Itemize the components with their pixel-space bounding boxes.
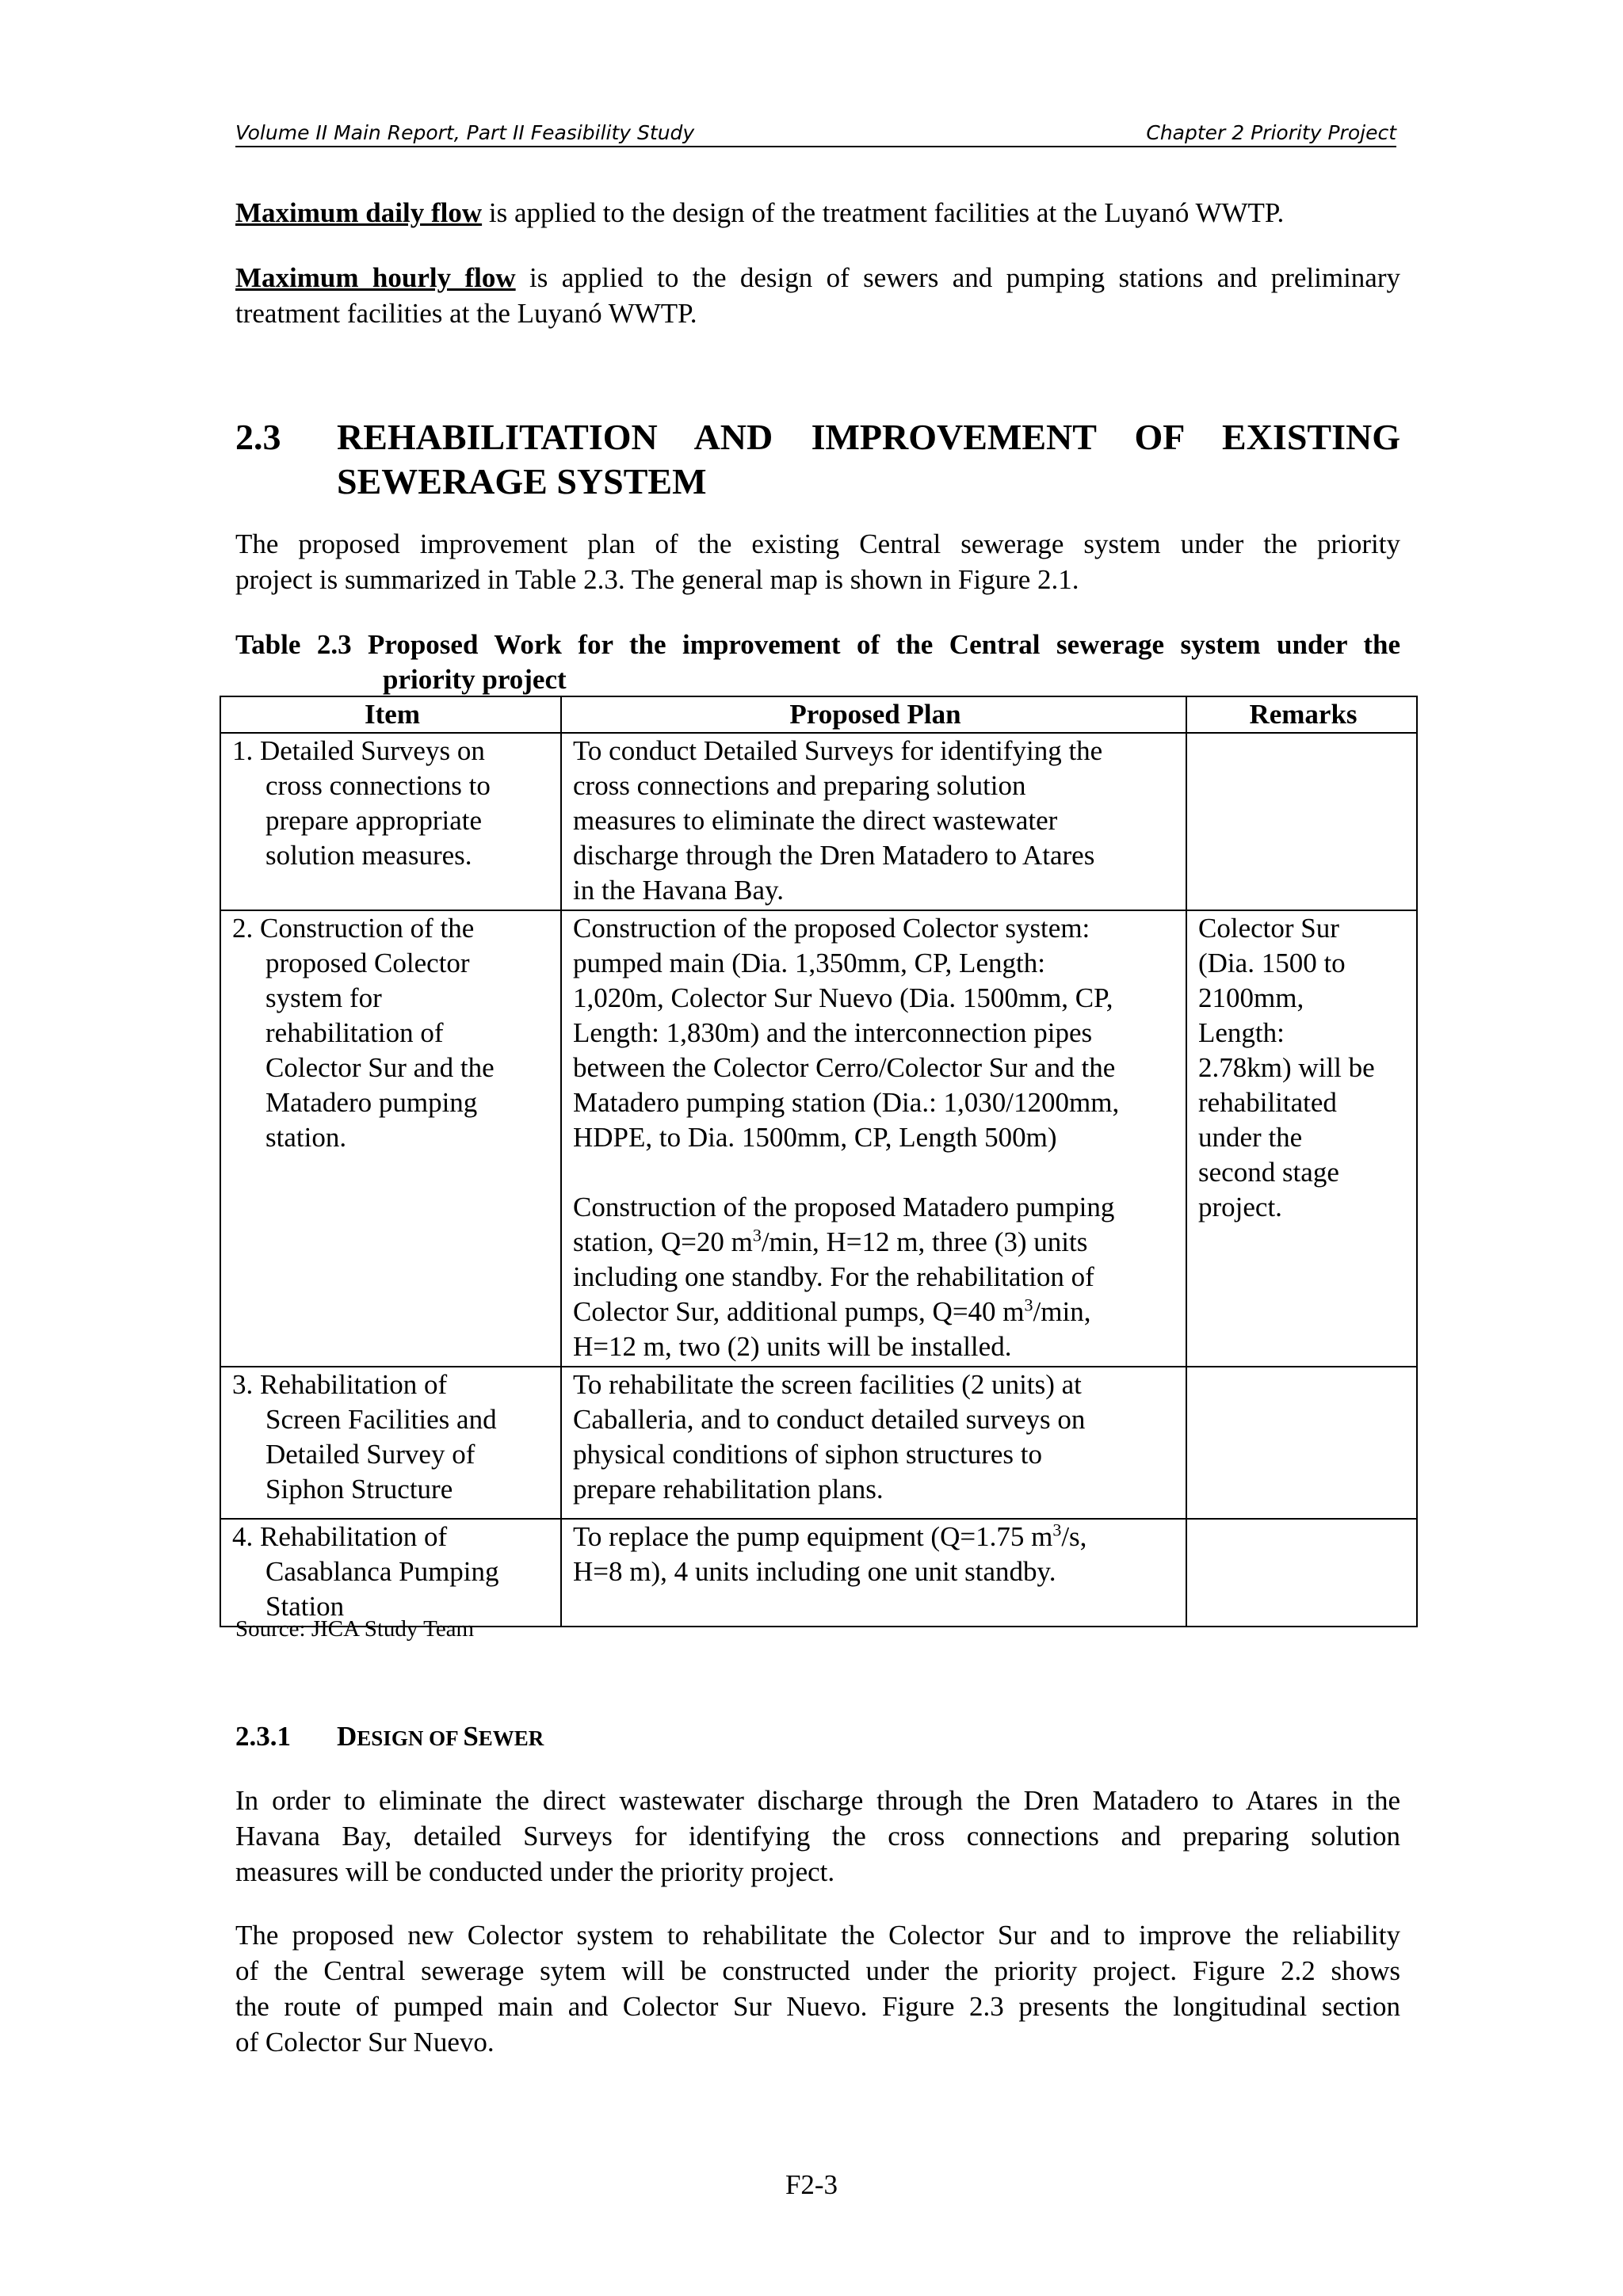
plan-text-part: To replace the pump equipment (Q=1.75 m <box>573 1521 1053 1552</box>
section-title-line2: SEWERAGE SYSTEM <box>337 461 707 502</box>
column-header-remarks: Remarks <box>1186 696 1417 733</box>
item-text: Detailed Survey of <box>265 1439 475 1470</box>
title-small-caps: EWER <box>478 1726 544 1750</box>
item-text: solution measures. <box>265 840 472 871</box>
column-header-item: Item <box>220 696 561 733</box>
page-number: F2-3 <box>785 2169 838 2200</box>
item-cell <box>220 733 561 910</box>
running-header <box>235 117 1396 147</box>
plan-text: Length: 1,830m) and the interconnection pipes <box>573 1017 1093 1048</box>
section-para-line1: The proposed improvement plan of the existing Central sewerage system under the priority <box>235 528 1400 559</box>
table-row <box>220 1367 1417 1519</box>
section-heading <box>235 415 1400 504</box>
plan-text: To conduct Detailed Surveys for identifying the <box>573 735 1103 766</box>
table-header-row <box>220 696 1417 733</box>
plan-text: prepare rehabilitation plans. <box>573 1474 884 1505</box>
remarks-text: Length: <box>1198 1017 1285 1048</box>
plan-text-part: station, Q=20 m <box>573 1226 753 1257</box>
table-row <box>220 910 1417 1367</box>
plan-text-part: /s, <box>1061 1521 1087 1552</box>
paragraph-gap <box>573 1155 1178 1190</box>
title-cap: S <box>463 1721 479 1752</box>
section-paragraph <box>235 526 1400 597</box>
plan-text: 1,020m, Colector Sur Nuevo (Dia. 1500mm, CP, <box>573 982 1113 1013</box>
subsection-title <box>337 1721 544 1752</box>
plan-text: discharge through the Dren Matadero to Atares <box>573 840 1095 871</box>
superscript: 3 <box>1024 1295 1033 1315</box>
plan-text: HDPE, to Dia. 1500mm, CP, Length 500m) <box>573 1122 1057 1153</box>
table-caption <box>235 627 1400 697</box>
paragraph-line: The proposed new Colector system to rehabilitate the Colector Sur and to improve the reliability <box>235 1920 1400 1951</box>
item-text: proposed Colector <box>265 948 470 978</box>
intro-hourly-text: is applied to the design of sewers and pumping stations and preliminary <box>515 262 1400 293</box>
remarks-text: 2100mm, <box>1198 982 1304 1013</box>
intro-paragraph-hourly <box>235 260 1400 331</box>
table-caption-line2: priority project <box>383 664 567 695</box>
plan-text: H=12 m, two (2) units will be installed. <box>573 1331 1012 1362</box>
remarks-text: second stage <box>1198 1157 1339 1188</box>
item-cell <box>220 1367 561 1519</box>
plan-text: H=8 m), 4 units including one unit standby. <box>573 1556 1056 1587</box>
plan-text <box>573 1520 1178 1554</box>
item-text: Screen Facilities and <box>265 1404 497 1435</box>
item-text: system for <box>265 982 382 1013</box>
plan-text <box>573 1225 1178 1260</box>
remarks-cell <box>1186 733 1417 910</box>
item-cell <box>220 910 561 1367</box>
item-text: cross connections to <box>265 770 491 801</box>
subsection-paragraph-1 <box>235 1783 1400 1890</box>
plan-cell <box>561 733 1186 910</box>
remarks-text: under the <box>1198 1122 1303 1153</box>
remarks-cell <box>1186 910 1417 1367</box>
section-para-line2: project is summarized in Table 2.3. The general map is shown in Figure 2.1. <box>235 564 1079 595</box>
intro-hourly-line2: treatment facilities at the Luyanó WWTP. <box>235 298 697 329</box>
column-header-proposed-plan: Proposed Plan <box>561 696 1186 733</box>
plan-text-part: /min, H=12 m, three (3) units <box>761 1226 1088 1257</box>
remarks-text: Colector Sur <box>1198 913 1339 944</box>
plan-text: Matadero pumping station (Dia.: 1,030/1200mm, <box>573 1087 1120 1118</box>
header-volume-title: Volume II Main Report, Part II Feasibility Study <box>235 121 695 144</box>
item-text: Matadero pumping <box>265 1087 478 1118</box>
item-text: Colector Sur and the <box>265 1052 495 1083</box>
item-text: 1. Detailed Surveys on <box>232 735 485 766</box>
intro-paragraph-daily <box>235 195 1400 231</box>
intro-daily-text: is applied to the design of the treatment facilities at the Luyanó WWTP. <box>482 197 1285 228</box>
item-text: prepare appropriate <box>265 805 483 836</box>
plan-text: Construction of the proposed Colector system: <box>573 913 1090 944</box>
plan-cell <box>561 910 1186 1367</box>
item-text: 4. Rehabilitation of <box>232 1521 448 1552</box>
item-text: Casablanca Pumping <box>265 1556 499 1587</box>
item-text: Siphon Structure <box>265 1474 453 1505</box>
table-source-note: Source: JICA Study Team <box>235 1616 475 1642</box>
item-cell <box>220 1519 561 1627</box>
plan-text <box>573 1295 1178 1329</box>
title-cap: D <box>337 1721 357 1752</box>
plan-text: including one standby. For the rehabilitation of <box>573 1261 1094 1292</box>
plan-text-part: /min, <box>1033 1296 1091 1327</box>
section-number: 2.3 <box>235 417 281 457</box>
remarks-text: 2.78km) will be <box>1198 1052 1375 1083</box>
subsection-paragraph-2 <box>235 1917 1400 2060</box>
plan-text: cross connections and preparing solution <box>573 770 1026 801</box>
plan-text-part: Colector Sur, additional pumps, Q=40 m <box>573 1296 1025 1327</box>
plan-text: in the Havana Bay. <box>573 875 784 906</box>
superscript: 3 <box>1052 1520 1062 1540</box>
section-title-line1: REHABILITATION AND IMPROVEMENT OF EXISTING <box>337 417 1400 457</box>
paragraph-line: the route of pumped main and Colector Sur Nuevo. Figure 2.3 presents the longitudinal section <box>235 1991 1400 2022</box>
table-row <box>220 733 1417 910</box>
proposed-work-table <box>220 696 1418 1627</box>
item-text: station. <box>265 1122 347 1153</box>
header-chapter-title: Chapter 2 Priority Project <box>1146 121 1396 144</box>
paragraph-line: In order to eliminate the direct wastewater discharge through the Dren Matadero to Atares in the <box>235 1785 1400 1816</box>
plan-cell <box>561 1519 1186 1627</box>
plan-text: measures to eliminate the direct wastewater <box>573 805 1058 836</box>
remarks-text: project. <box>1198 1192 1282 1222</box>
remarks-text: (Dia. 1500 to <box>1198 948 1346 978</box>
plan-cell <box>561 1367 1186 1519</box>
paragraph-line: of Colector Sur Nuevo. <box>235 2027 495 2058</box>
remarks-cell <box>1186 1519 1417 1627</box>
item-text: Station <box>265 1591 345 1622</box>
item-text: rehabilitation of <box>265 1017 444 1048</box>
plan-text: pumped main (Dia. 1,350mm, CP, Length: <box>573 948 1045 978</box>
table-row <box>220 1519 1417 1627</box>
term-maximum-hourly-flow: Maximum hourly flow <box>235 262 516 293</box>
plan-text: To rehabilitate the screen facilities (2 units) at <box>573 1369 1082 1400</box>
plan-text: Caballeria, and to conduct detailed surveys on <box>573 1404 1086 1435</box>
remarks-text: rehabilitated <box>1198 1087 1337 1118</box>
paragraph-line: measures will be conducted under the priority project. <box>235 1856 835 1887</box>
superscript: 3 <box>752 1225 762 1245</box>
paragraph-line: Havana Bay, detailed Surveys for identifying the cross connections and preparing solution <box>235 1821 1400 1852</box>
subsection-number: 2.3.1 <box>235 1721 291 1752</box>
plan-text: physical conditions of siphon structures to <box>573 1439 1043 1470</box>
term-maximum-daily-flow: Maximum daily flow <box>235 197 483 228</box>
subsection-heading <box>235 1721 544 1753</box>
plan-text: between the Colector Cerro/Colector Sur and the <box>573 1052 1116 1083</box>
paragraph-line: of the Central sewerage sytem will be constructed under the priority project. Figure 2.2 shows <box>235 1955 1400 1986</box>
item-text: 3. Rehabilitation of <box>232 1369 448 1400</box>
title-small-caps: ESIGN OF <box>357 1726 464 1750</box>
table-caption-line1: Table 2.3 Proposed Work for the improvement of the Central sewerage system under the <box>235 629 1400 660</box>
remarks-cell <box>1186 1367 1417 1519</box>
plan-text: Construction of the proposed Matadero pumping <box>573 1192 1115 1222</box>
item-text: 2. Construction of the <box>232 913 475 944</box>
